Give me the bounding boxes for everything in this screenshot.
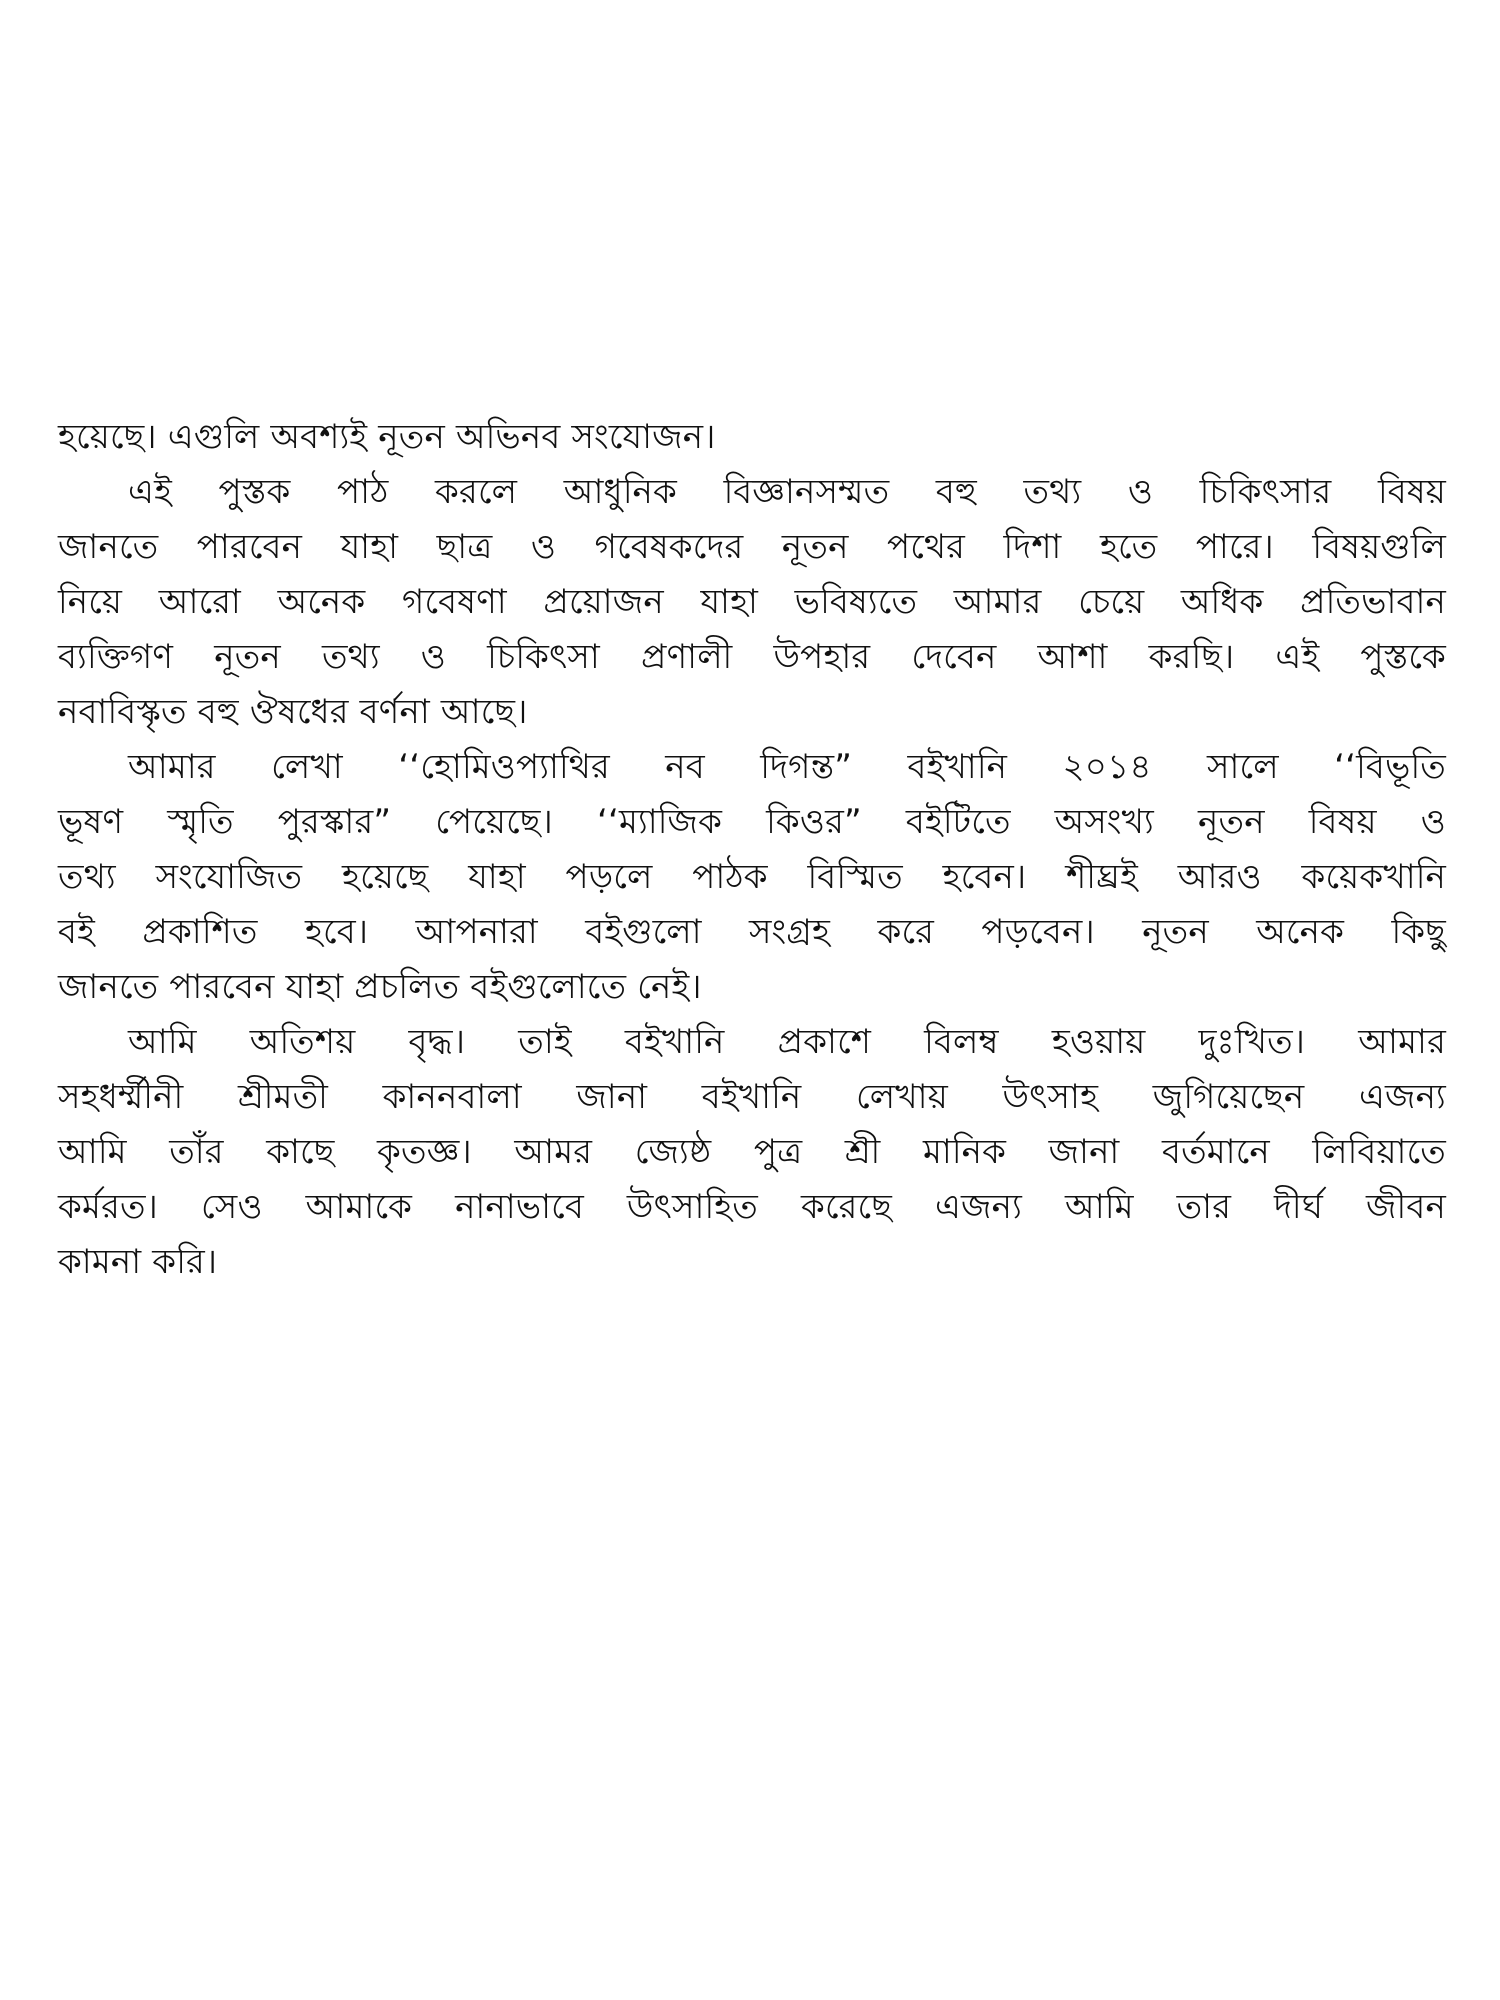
text-line: সহধর্ম্মীনী শ্রীমতী কাননবালা জানা বইখানি লেখায় উৎসাহ জুগিয়েছেন এজন্য xyxy=(58,1077,1446,1117)
text-line: জানতে পারবেন যাহা প্রচলিত বইগুলোতে নেই। xyxy=(58,967,702,1007)
text-line: আমি তাঁর কাছে কৃতজ্ঞ। আমর জ্যেষ্ঠ পুত্র শ্রী মানিক জানা বর্তমানে লিবিয়াতে xyxy=(58,1132,1446,1172)
text-line: আমি অতিশয় বৃদ্ধ। তাই বইখানি প্রকাশে বিলম্ব হওয়ায় দুঃখিত। আমার xyxy=(128,1022,1446,1062)
text-line: হয়েছে। এগুলি অবশ্যই নূতন অভিনব সংযোজন। xyxy=(58,417,716,457)
text-line: তথ্য সংযোজিত হয়েছে যাহা পড়লে পাঠক বিস্মিত হবেন। শীঘ্রই আরও কয়েকখানি xyxy=(58,857,1446,897)
text-line: ব্যক্তিগণ নূতন তথ্য ও চিকিৎসা প্রণালী উপহার দেবেন আশা করছি। এই পুস্তকে xyxy=(58,637,1446,677)
text-line: জানতে পারবেন যাহা ছাত্র ও গবেষকদের নূতন পথের দিশা হতে পারে। বিষয়গুলি xyxy=(58,527,1446,567)
text-line: কামনা করি। xyxy=(58,1242,218,1282)
text-line: আমার লেখা ‘‘হোমিওপ্যাথির নব দিগন্ত” বইখানি ২০১৪ সালে ‘‘বিভূতি xyxy=(128,747,1446,787)
text-line: এই পুস্তক পাঠ করলে আধুনিক বিজ্ঞানসম্মত বহু তথ্য ও চিকিৎসার বিষয় xyxy=(128,472,1446,512)
text-line: বই প্রকাশিত হবে। আপনারা বইগুলো সংগ্রহ করে পড়বেন। নূতন অনেক কিছু xyxy=(58,912,1446,952)
text-line: কর্মরত। সেও আমাকে নানাভাবে উৎসাহিত করেছে এজন্য আমি তার দীর্ঘ জীবন xyxy=(58,1187,1446,1227)
body-text xyxy=(58,410,1446,1290)
text-line: নিয়ে আরো অনেক গবেষণা প্রয়োজন যাহা ভবিষ্যতে আমার চেয়ে অধিক প্রতিভাবান xyxy=(58,582,1446,622)
text-line: ভূষণ স্মৃতি পুরস্কার” পেয়েছে। ‘‘ম্যাজিক কিওর” বইটিতে অসংখ্য নূতন বিষয় ও xyxy=(58,802,1446,842)
text-line: নবাবিস্কৃত বহু ঔষধের বর্ণনা আছে। xyxy=(58,692,528,732)
